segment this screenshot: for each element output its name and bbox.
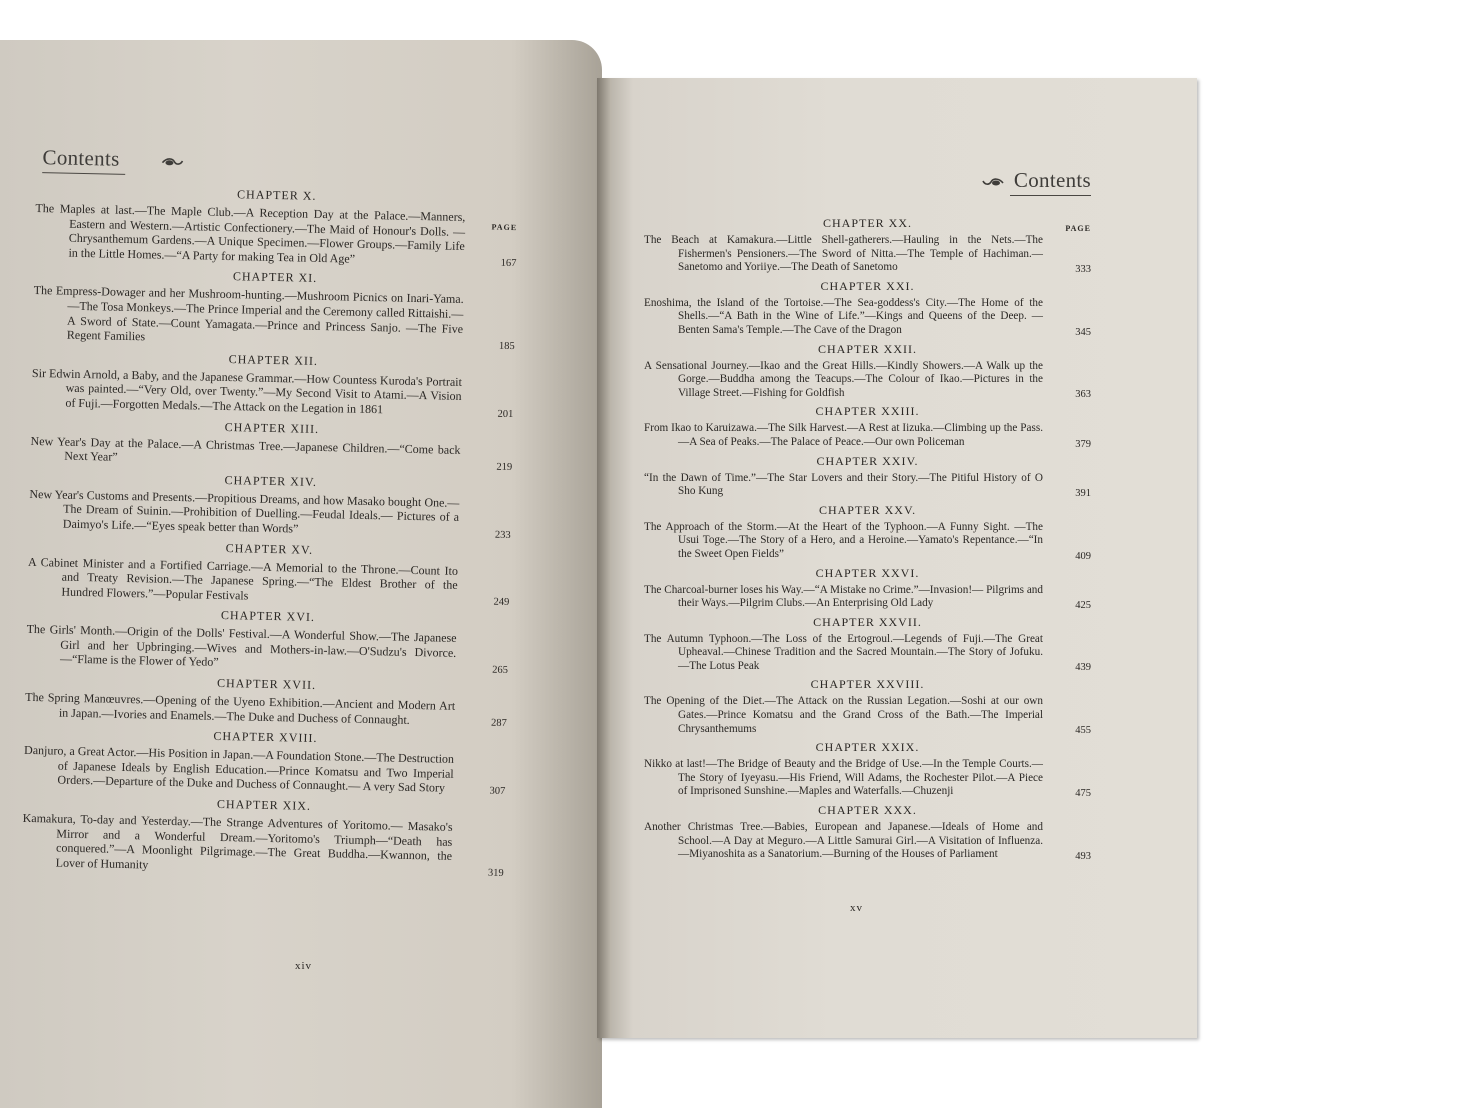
chapter-summary: Kamakura, To-day and Yesterday.—The Strange Adventures of Yoritomo.— Masako's Mirror and a Wonderful Dream.—Yoritomo's Triumph—“Death has conquered.”—A Moonlight Pilgrimage.—The Great Buddha.—Kwannon, the Lover of Humanity — [22, 810, 453, 872]
left-heading-block — [36, 135, 519, 193]
chapter-entry — [644, 279, 1091, 338]
chapter-page-number: 201 — [497, 408, 514, 420]
chapter-page-number: 167 — [500, 258, 517, 270]
right-contents — [644, 168, 1091, 866]
chapter-entry — [644, 503, 1091, 562]
chapter-title: CHAPTER XXII. — [818, 341, 917, 356]
chapter-summary: The Approach of the Storm.—At the Heart of the Typhoon.—A Funny Sight. —The Usui Toge.—The Story of a Hero, and a Heroine.—Yamato's Repentance.—“In the Sweet Open Fields” — [644, 520, 1043, 560]
chapter-summary: The Autumn Typhoon.—The Loss of the Ertogroul.—Legends of Fuji.—The Great Upheaval.—Chinese Tradition and the Sacred Mountain.—The Story of Jofuku.—The Lotus Peak — [644, 632, 1043, 672]
chapter-page-number: 333 — [1075, 263, 1091, 275]
chapter-title: CHAPTER XVII. — [216, 675, 317, 693]
right-page-column-label: PAGE — [1065, 224, 1091, 233]
chapter-title: CHAPTER X. — [236, 187, 317, 203]
chapter-entry — [27, 536, 510, 608]
chapter-title: CHAPTER XXV. — [818, 502, 917, 517]
right-folio: xv — [850, 902, 863, 914]
chapter-title: CHAPTER XIII. — [224, 419, 320, 436]
left-folio: xiv — [295, 960, 313, 972]
chapter-page-number: 307 — [489, 785, 506, 797]
chapter-title: CHAPTER XXIII. — [815, 404, 920, 419]
chapter-page-number: 345 — [1075, 326, 1091, 338]
chapter-page-number: 391 — [1075, 487, 1091, 499]
chapter-page-number: 287 — [490, 717, 507, 730]
chapter-page-number: 425 — [1075, 599, 1091, 611]
chapter-entry — [22, 793, 505, 879]
chapter-title: CHAPTER XXIV. — [816, 453, 919, 468]
chapter-summary: The Spring Manœuvres.—Opening of the Uyeno Exhibition.—Ancient and Modern Art in Japan.—Ivories and Enamels.—The Duke and Duchess of Connaught. — [25, 689, 456, 727]
chapter-summary: The Girls' Month.—Origin of the Dolls' Festival.—A Wonderful Show.—The Japanese Girl and her Upbringing.—Wives and Mothers-in-law.—O'Sudzu's Divorce.—“Flame is the Flower of Yedo” — [26, 622, 457, 670]
chapter-page-number: 493 — [1075, 850, 1091, 862]
right-chapter-list — [644, 216, 1091, 862]
chapter-page-number: 185 — [498, 340, 515, 352]
chapter-summary: New Year's Customs and Presents.—Propitious Dreams, and how Masako bought One.—The Dream of Suinin.—Prohibition of Duelling.—Feudal Ideals.— Pictures of a Daimyo's Life.—“Eyes speak better than Words” — [29, 486, 460, 536]
chapter-entry — [25, 672, 508, 729]
chapter-title: CHAPTER XV. — [225, 540, 314, 557]
right-page-heading: Contents — [1010, 168, 1091, 196]
left-page-heading: Contents — [42, 145, 126, 175]
chapter-entry — [29, 469, 512, 541]
chapter-summary: From Ikao to Karuizawa.—The Silk Harvest.—A Rest at Iizuka.—Climbing up the Pass.—A Sea of Peaks.—The Palace of Peace.—Our own Policeman — [644, 422, 1043, 448]
left-page — [0, 40, 602, 1108]
chapter-title: CHAPTER XIX. — [216, 796, 312, 813]
chapter-entry — [644, 342, 1091, 401]
chapter-title: CHAPTER XXI. — [820, 278, 915, 293]
chapter-entry — [644, 454, 1091, 499]
chapter-summary: A Sensational Journey.—Ikao and the Great Hills.—Kindly Showers.—A Walk up the Gorge.—Buddha among the Teacups.—The Colour of Ikao.—Pictures in the Village Street.—Fishing for Goldfish — [644, 359, 1043, 399]
chapter-entry — [644, 677, 1091, 736]
chapter-page-number: 439 — [1075, 662, 1091, 674]
chapter-entry — [23, 725, 506, 797]
chapter-summary: Sir Edwin Arnold, a Baby, and the Japanese Grammar.—How Countess Kuroda's Portrait was painted.—“Very Old, over Twenty.”—My Second Visit to Atami.—A Vision of Fuji.—Forgotten Medals.—The Attack on the Legation in 1861 — [31, 365, 463, 417]
chapter-entry — [644, 566, 1091, 611]
chapter-entry — [644, 615, 1091, 674]
chapter-page-number: 319 — [487, 868, 504, 880]
chapter-title: CHAPTER XVI. — [220, 608, 316, 625]
chapter-summary: The Beach at Kamakura.—Little Shell-gatherers.—Hauling in the Nets.—The Fishermen's Pensioners.—The Sword of Nitta.—The Temple of Hachiman.— Sanetomo and Yoriiye.—The Death of Sanetomo — [644, 234, 1043, 274]
chapter-title: CHAPTER XVIII. — [213, 729, 318, 746]
chapter-entry — [33, 265, 516, 351]
chapter-title: CHAPTER XXVIII. — [810, 677, 925, 692]
chapter-summary: The Opening of the Diet.—The Attack on the Russian Legation.—Soshi at our own Gates.—Prince Komatsu and the Grand Cross of the Bath.—The Imperial Chrysanthemums — [644, 695, 1043, 735]
chapter-page-number: 379 — [1075, 438, 1091, 450]
chapter-summary: Another Christmas Tree.—Babies, European and Japanese.—Ideals of Home and School.—A Day at Meguro.—A Little Samurai Girl.—A Visitation of Influenza.—Miyanoshita as a Sanatorium.—Burning of the Houses of Parliament — [644, 821, 1043, 861]
chapter-summary: Enoshima, the Island of the Tortoise.—The Sea-goddess's City.—The Home of the Shells.—“A Bath in the Wine of Life.”—Kings and Queens of the Deep. —Benten Sama's Temple.—The Cave of the Dragon — [644, 296, 1043, 336]
right-heading-block — [644, 168, 1091, 216]
chapter-entry — [644, 216, 1091, 275]
chapter-entry — [644, 803, 1091, 862]
chapter-title: CHAPTER XXIX. — [815, 740, 920, 755]
chapter-entry — [644, 740, 1091, 799]
chapter-title: CHAPTER XIV. — [224, 472, 318, 489]
chapter-entry — [26, 604, 509, 676]
chapter-page-number: 455 — [1075, 725, 1091, 737]
chapter-page-number: 409 — [1075, 550, 1091, 562]
chapter-summary: Nikko at last!—The Bridge of Beauty and the Bridge of Use.—In the Temple Courts.—The Story of Iyeyasu.—His Friend, Will Adams, the Rochester Pilot.—A Piece of Imprisoned Sunshine.—Maples and Waterfalls.—Chuzenji — [644, 758, 1043, 798]
left-page-column-label: PAGE — [491, 222, 518, 233]
chapter-entry — [644, 404, 1091, 449]
left-chapter-list — [22, 183, 518, 879]
chapter-entry — [31, 348, 514, 420]
chapter-summary: The Charcoal-burner loses his Way.—“A Mistake no Crime.”—Invasion!— Pilgrims and their Ways.—Pilgrim Clubs.—An Enterprising Old Lady — [644, 583, 1043, 610]
chapter-summary: The Empress-Dowager and her Mushroom-hunting.—Mushroom Picnics on Inari-Yama.—The Tosa Monkeys.—The Prince Imperial and the Ceremony called Rittaishi.—A Sword of State.—Count Yamagata.—Prince and Princess Sanjo. —The Five Regent Families — [33, 283, 464, 344]
chapter-summary: A Cabinet Minister and a Fortified Carriage.—A Memorial to the Throne.—Count Ito and Treaty Revision.—The Japanese Spring.—“The Eldest Brother of the Hundred Flowers.”—Popular Festivals — [27, 554, 459, 603]
chapter-summary: Danjuro, a Great Actor.—His Position in Japan.—A Foundation Stone.—The Destruction of Japanese Ideals by English Education.—Prince Komatsu and Two Imperial Orders.—Departure of the Duke and Duchess of Connaught.— A very Sad Story — [23, 743, 455, 796]
chapter-page-number: 249 — [493, 596, 510, 609]
chapter-title: CHAPTER XII. — [228, 351, 319, 368]
chapter-page-number: 363 — [1075, 389, 1091, 401]
chapter-title: CHAPTER XX. — [822, 216, 912, 230]
chapter-title: CHAPTER XXX. — [818, 803, 917, 818]
chapter-title: CHAPTER XXVII. — [813, 614, 922, 629]
fleuron-icon — [981, 176, 1005, 188]
chapter-summary: New Year's Day at the Palace.—A Christmas Tree.—Japanese Children.—“Come back Next Year” — [30, 433, 461, 464]
chapter-summary: The Maples at last.—The Maple Club.—A Reception Day at the Palace.—Manners, Eastern and Western.—Artistic Confectionery.—The Maid of Honour's Dolls. —Chrysanthemum Gardens.—A Unique Specimen.—Flower Groups.—Family Life in the Little Homes.—“A Party for making Tea in Old Age” — [35, 200, 466, 266]
chapter-page-number: 265 — [492, 664, 509, 677]
chapter-entry — [34, 183, 517, 269]
chapter-page-number: 475 — [1075, 788, 1091, 800]
left-contents — [21, 135, 518, 885]
chapter-title: CHAPTER XI. — [232, 269, 318, 286]
chapter-title: CHAPTER XXVI. — [815, 565, 920, 580]
fleuron-icon — [160, 156, 184, 168]
chapter-page-number: 219 — [496, 461, 513, 473]
chapter-entry — [30, 415, 513, 472]
chapter-summary: “In the Dawn of Time.”—The Star Lovers and their Story.—The Pitiful History of O Sho Kung — [644, 471, 1043, 498]
chapter-page-number: 233 — [494, 529, 511, 541]
right-page — [597, 78, 1197, 1038]
